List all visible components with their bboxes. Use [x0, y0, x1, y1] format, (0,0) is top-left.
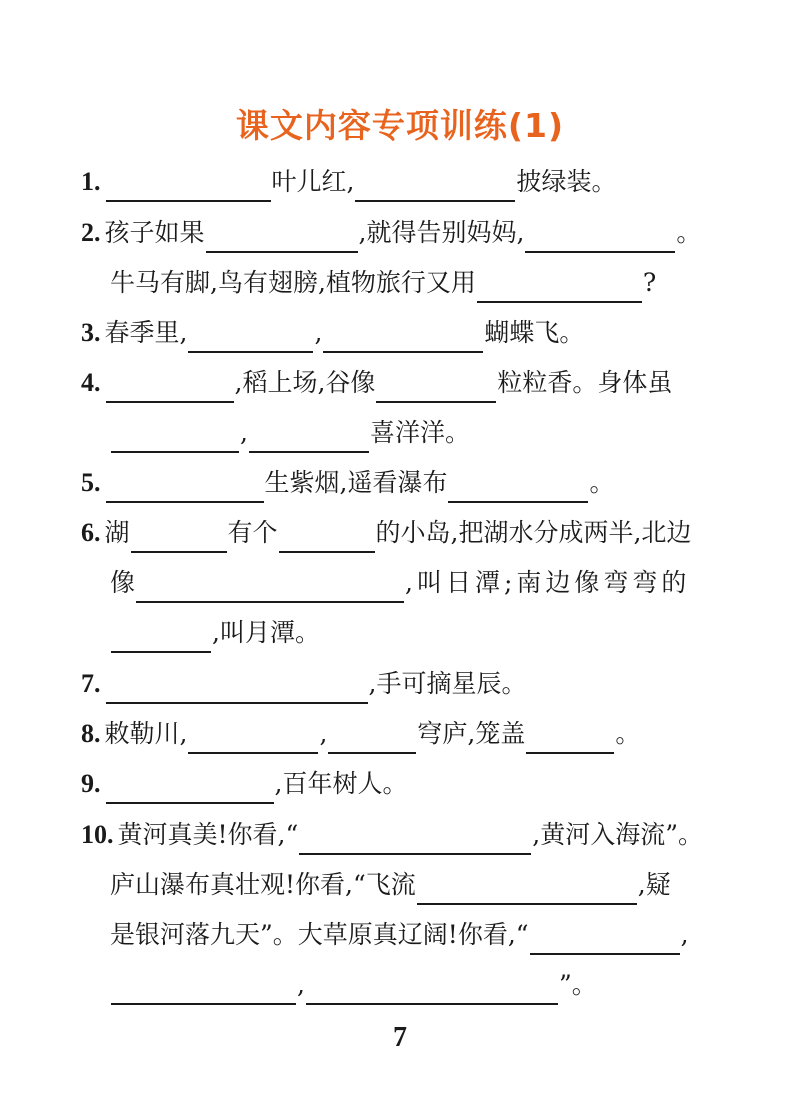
question-text: ,百年树人。	[274, 769, 408, 798]
answer-blank[interactable]	[376, 371, 496, 403]
question-text: 蝴蝶飞。	[484, 318, 585, 347]
question-3	[81, 313, 740, 353]
question-text: 春季里,	[104, 318, 188, 347]
question-text: 喜洋洋。	[369, 418, 470, 447]
question-text: ,手可摘星辰。	[368, 669, 527, 698]
answer-blank[interactable]	[328, 722, 416, 754]
question-text: ,稻上场,谷像	[234, 368, 376, 397]
question-number: 6.	[81, 518, 101, 547]
question-10	[81, 815, 740, 855]
answer-blank[interactable]	[448, 471, 588, 503]
question-text: ?	[642, 268, 657, 297]
answer-blank[interactable]	[188, 722, 318, 754]
answer-blank[interactable]	[306, 973, 558, 1005]
question-2	[81, 213, 740, 253]
question-1	[81, 162, 740, 202]
answer-blank[interactable]	[106, 471, 264, 503]
question-text: 是银河落九天”。大草原真辽阔!你看,“	[110, 920, 529, 949]
question-10-continued	[110, 865, 740, 905]
question-number: 2.	[81, 218, 101, 247]
answer-blank[interactable]	[530, 923, 680, 955]
answer-blank[interactable]	[106, 170, 271, 202]
question-6-continued-2	[110, 613, 740, 653]
question-text: 牛马有脚,鸟有翅膀,植物旅行又用	[110, 268, 476, 297]
question-text: ,	[314, 318, 323, 347]
question-text: 的小岛,把湖水分成两半,北边	[375, 518, 692, 547]
question-text: 。	[615, 719, 641, 748]
answer-blank[interactable]	[526, 722, 614, 754]
page-title: 课文内容专项训练(1)	[235, 106, 565, 145]
question-text: 生紫烟,遥看瀑布	[264, 468, 448, 497]
answer-blank[interactable]	[111, 973, 296, 1005]
page-number: 7	[393, 1022, 407, 1053]
question-number: 7.	[81, 669, 101, 698]
question-text: ,黄河入海流”。	[532, 820, 704, 849]
question-number: 3.	[81, 318, 101, 347]
answer-blank[interactable]	[188, 321, 313, 353]
question-text: 叶儿红,	[271, 167, 355, 196]
question-number: 8.	[81, 719, 101, 748]
answer-blank[interactable]	[299, 823, 531, 855]
question-text: ”。	[558, 970, 597, 999]
question-text: ,就得告别妈妈,	[358, 218, 525, 247]
question-text: 穹庐,笼盖	[417, 719, 526, 748]
question-number: 4.	[81, 368, 101, 397]
question-6-continued	[110, 563, 740, 603]
question-4-continued	[110, 413, 740, 453]
question-text: 庐山瀑布真壮观!你看,“飞流	[110, 870, 416, 899]
answer-blank[interactable]	[111, 421, 239, 453]
answer-blank[interactable]	[106, 772, 274, 804]
question-10-continued-3	[110, 965, 740, 1005]
answer-blank[interactable]	[525, 221, 675, 253]
question-text: 有个	[227, 518, 278, 547]
question-text: 。	[589, 468, 615, 497]
question-4	[81, 363, 740, 403]
answer-blank[interactable]	[417, 873, 637, 905]
question-7	[81, 664, 740, 704]
answer-blank[interactable]	[355, 170, 515, 202]
answer-blank[interactable]	[136, 571, 404, 603]
question-text: 湖	[104, 518, 130, 547]
question-text: ,叫月潭。	[212, 618, 320, 647]
answer-blank[interactable]	[323, 321, 483, 353]
question-9	[81, 764, 740, 804]
question-text: ,	[297, 970, 305, 999]
answer-blank[interactable]	[206, 221, 358, 253]
question-text: ,叫日潭;南边像弯弯的	[405, 568, 691, 597]
question-number: 9.	[81, 769, 101, 798]
question-text: ,疑	[637, 870, 671, 899]
answer-blank[interactable]	[477, 271, 642, 303]
question-5	[81, 463, 740, 503]
question-text: 。	[676, 218, 702, 247]
question-2-continued	[110, 263, 740, 303]
question-text: ,	[240, 418, 248, 447]
question-number: 5.	[81, 468, 101, 497]
question-text: ,	[319, 719, 328, 748]
answer-blank[interactable]	[106, 371, 234, 403]
answer-blank[interactable]	[249, 421, 369, 453]
answer-blank[interactable]	[111, 621, 211, 653]
answer-blank[interactable]	[131, 521, 227, 553]
question-text: 敕勒川,	[104, 719, 188, 748]
question-text: 粒粒香。身体虽	[497, 368, 673, 397]
answer-blank[interactable]	[106, 672, 368, 704]
question-10-continued-2	[110, 915, 740, 955]
question-number: 1.	[81, 167, 101, 196]
question-number: 10.	[81, 820, 114, 849]
question-6	[81, 513, 740, 553]
question-8	[81, 714, 740, 754]
question-text: 披绿装。	[516, 167, 617, 196]
answer-blank[interactable]	[279, 521, 375, 553]
question-text: 像	[110, 568, 136, 597]
question-text: ,	[680, 920, 689, 949]
question-text: 黄河真美!你看,“	[117, 820, 299, 849]
question-text: 孩子如果	[104, 218, 205, 247]
